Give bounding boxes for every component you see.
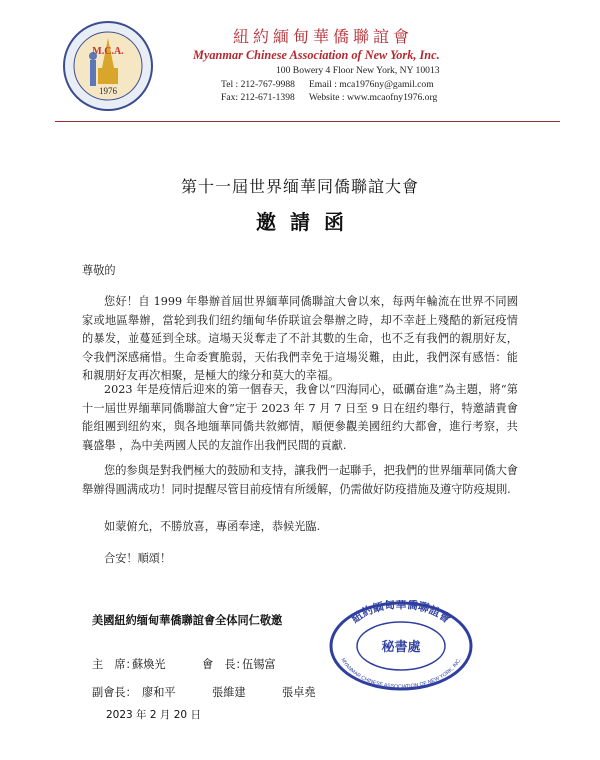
- president-label: 會 長：: [202, 658, 247, 671]
- vice-label: 副會長：: [92, 686, 137, 699]
- letterhead-divider: [55, 121, 560, 122]
- svg-text:秘書處: 秘書處: [381, 640, 421, 655]
- contact-line-2: [221, 92, 437, 103]
- chair-name: 蘇煥光: [132, 658, 166, 671]
- president-name: 伍锡富: [242, 658, 276, 671]
- signature-row-officers: [92, 656, 276, 672]
- salutation: 尊敬的: [82, 264, 116, 277]
- website: Website : www.mcaofny1976.org: [308, 92, 438, 103]
- vice-name-2: 張維建: [212, 686, 246, 699]
- paragraph-greeting: 您好！自 1999 年舉辦首屆世界緬華同僑聯誼大會以來，每两年輪流在世界不同國家或地區舉辦，當轮到我们纽约缅甸华侨联谊会舉辦之時，却不幸赶上殘酷的新冠疫情的暴发，並蔓延到全球。這場天災奪走了不計其數的生命，也不乏有我們的親朋好友，令我們深感痛惜。生命委實脆弱，天佑我們幸免于這場災難，由此，我們深有感悟：能和親朋好友再次相聚，是極大的缘分和莫大的幸福。: [82, 295, 518, 382]
- paragraph-regards: 合安！順頌！: [104, 552, 172, 565]
- signature-row-vice: [92, 684, 316, 700]
- contact-line-1: [221, 79, 434, 90]
- paragraph-closing: 如蒙俯允，不勝放喜，專函奉達，恭候光臨.: [104, 520, 321, 533]
- document-title: 邀請函: [256, 210, 358, 234]
- svg-text:MYANMAR CHINESE ASSOCIATION OF: MYANMAR CHINESE ASSOCIATION OF NEW YORK, INC.: [339, 657, 463, 691]
- tel: Tel : 212-767-9988: [221, 79, 295, 90]
- signature-title: 美國紐約缅甸華僑聯誼會全体同仁敬邀: [92, 614, 283, 627]
- svg-text:M.C.A.: M.C.A.: [92, 46, 124, 57]
- org-name-chinese: 紐約緬甸華僑聯誼會: [233, 27, 414, 46]
- conference-title: 第十一屆世界缅華同僑聯誼大會: [180, 177, 419, 196]
- paragraph-support: 您的参與是對我們極大的鼓励和支持，讓我們一起聯手，把我們的世界缅華同僑大會舉辦得圓满成功！同时提醒尽管目前疫情有所缓解，仍需做好防疫措施及遵守防疫規則.: [82, 464, 518, 496]
- org-address: 100 Bowery 4 Floor New York, NY 10013: [276, 65, 440, 76]
- org-name-english: Myanmar Chinese Association of New York, Inc.: [193, 48, 440, 62]
- vice-name-3: 張卓堯: [282, 686, 316, 699]
- document-date: 2023 年 2 月 20 日: [106, 709, 201, 721]
- chair-label: 主 席：: [92, 658, 137, 671]
- svg-text:1976: 1976: [99, 86, 117, 96]
- association-seal: [328, 600, 474, 692]
- paragraph-invitation: 2023 年是疫情后迎來的第一個春天，我會以“四海同心，砥礪奋進”為主題，將“第十一屆世界缅華同僑聯誼大會”定于 2023 年 7 月 7 日至 9 日在纽约舉行，特邀請貴會能组團到纽約來，與各地缅華同僑共敘鄉情，順便參觀美國纽约大都會，進行考察，共襄盛舉 ，為中美两國人民的友誼作出我們民間的貢獻.: [82, 383, 518, 452]
- fax: Fax: 212-671-1398: [221, 92, 295, 103]
- vice-name-1: 廖和平: [142, 686, 176, 699]
- email: Email : mca1976ny@gamil.com: [308, 79, 434, 90]
- svg-text:紐約緬甸華僑聯誼會: 紐約緬甸華僑聯誼會: [348, 600, 454, 626]
